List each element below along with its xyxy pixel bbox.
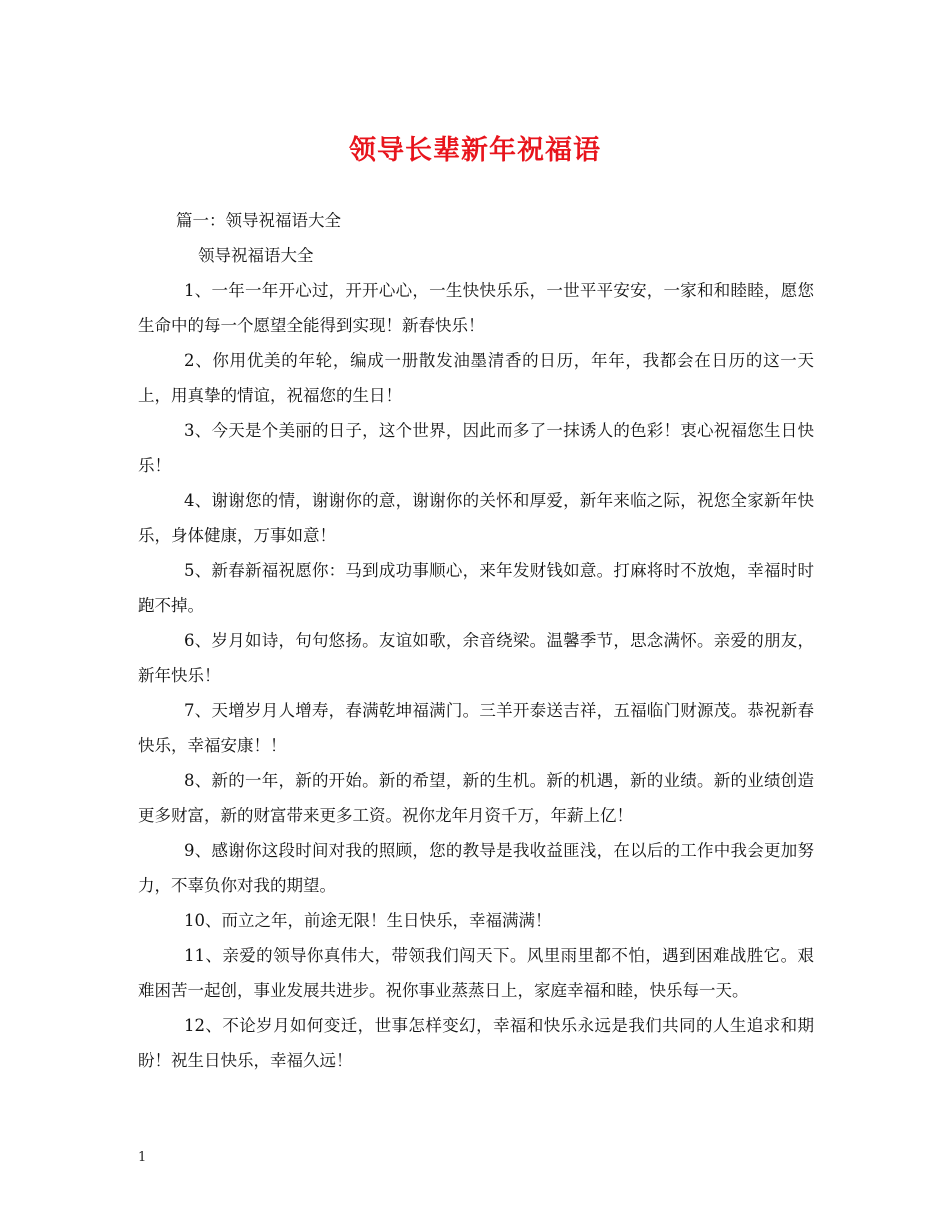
paragraph: 3、今天是个美丽的日子，这个世界，因此而多了一抹诱人的色彩！衷心祝福您生日快乐！ [138,421,814,475]
paragraph: 2、你用优美的年轮，编成一册散发油墨清香的日历，年年，我都会在日历的这一天上，用真挚的情谊，祝福您的生日！ [138,351,814,405]
paragraph: 7、天增岁月人增寿，春满乾坤福满门。三羊开泰送吉祥，五福临门财源茂。恭祝新春快乐，幸福安康！！ [138,701,814,755]
paragraph: 8、新的一年，新的开始。新的希望，新的生机。新的机遇，新的业绩。新的业绩创造更多财富，新的财富带来更多工资。祝你龙年月资千万，年薪上亿！ [138,771,814,825]
sub-heading: 领导祝福语大全 [198,246,314,265]
document-title: 领导长辈新年祝福语 [349,135,601,166]
paragraph: 12、不论岁月如何变迁，世事怎样变幻，幸福和快乐永远是我们共同的人生追求和期盼！祝生日快乐，幸福久远！ [138,1016,814,1070]
paragraph: 5、新春新福祝愿你：马到成功事顺心，来年发财钱如意。打麻将时不放炮，幸福时时跑不掉。 [138,561,814,615]
paragraph: 1、一年一年开心过，开开心心，一生快快乐乐，一世平平安安，一家和和睦睦，愿您生命中的每一个愿望全能得到实现！新春快乐！ [138,281,814,335]
section-heading: 篇一：领导祝福语大全 [176,211,341,230]
document-body [138,203,814,1078]
paragraph: 9、感谢你这段时间对我的照顾，您的教导是我收益匪浅，在以后的工作中我会更加努力，不辜负你对我的期望。 [138,841,814,895]
paragraph: 6、岁月如诗，句句悠扬。友谊如歌，余音绕梁。温馨季节，思念满怀。亲爱的朋友，新年快乐！ [138,631,814,685]
paragraph: 10、而立之年，前途无限！生日快乐，幸福满满！ [184,911,552,930]
paragraph: 4、谢谢您的情，谢谢你的意，谢谢你的关怀和厚爱，新年来临之际，祝您全家新年快乐，身体健康，万事如意！ [138,491,814,545]
paragraph: 11、亲爱的领导你真伟大，带领我们闯天下。风里雨里都不怕，遇到困难战胜它。艰难困苦一起创，事业发展共进步。祝你事业蒸蒸日上，家庭幸福和睦，快乐每一天。 [138,946,814,1000]
page-number: 1 [138,1150,147,1165]
